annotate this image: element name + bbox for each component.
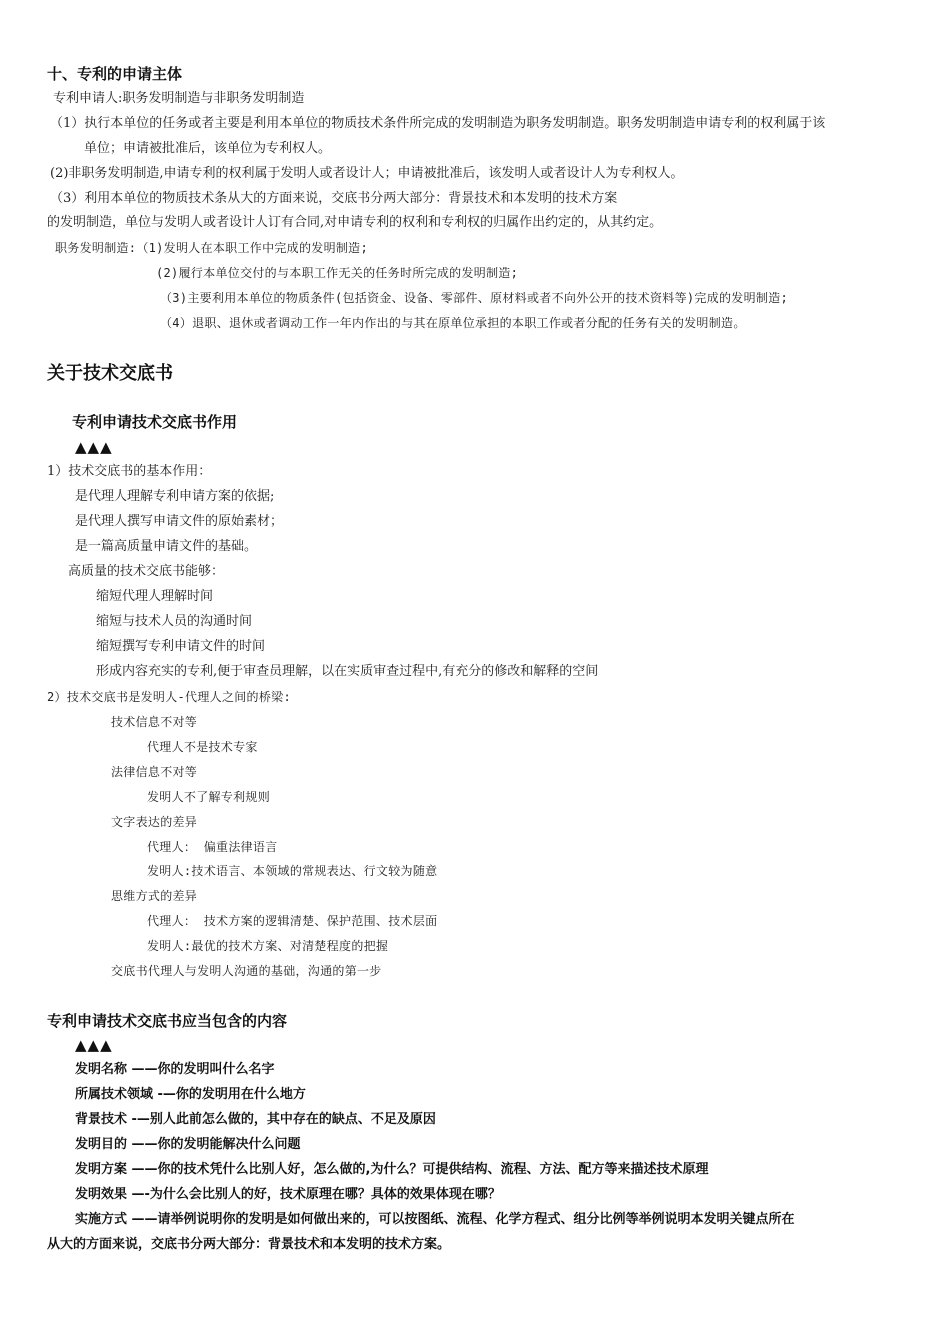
list-item: 发明人:最优的技术方案、对清楚程度的把握: [147, 939, 389, 953]
list-item: 代理人： 技术方案的逻辑清楚、保护范围、技术层面: [147, 914, 438, 928]
content-line: 背景技术 -—别人此前怎么做的，其中存在的缺点、不足及原因: [75, 1112, 436, 1127]
list-item: 代理人： 偏重法律语言: [147, 840, 278, 854]
content-line: 实施方式 ——请举例说明你的发明是如何做出来的，可以按图纸、流程、化学方程式、组分比例等举例说明本发明关键点所在: [75, 1212, 795, 1227]
list-item: （4）退职、退休或者调动工作一年内作出的与其在原单位承担的本职工作或者分配的任务有关的发明制造。: [160, 316, 746, 330]
list-item: 发明人不了解专利规则: [147, 790, 271, 804]
list-item: 交底书代理人与发明人沟通的基础，沟通的第一步: [111, 964, 382, 978]
content-line: 发明名称 ——你的发明叫什么名字: [75, 1062, 275, 1077]
section-subtitle: 专利申请人:职务发明制造与非职务发明制造: [53, 91, 305, 106]
list-item: 发明人:技术语言、本领域的常规表达、行文较为随意: [147, 864, 438, 878]
list-item: 2）技术交底书是发明人-代理人之间的桥梁:: [47, 690, 291, 704]
paragraph-2: (2)非职务发明制造,申请专利的权利属于发明人或者设计人；申请被批准后，该发明人或者设计人为专利权人。: [50, 166, 684, 181]
paragraph-1a: （1）执行本单位的任务或者主要是利用本单位的物质技术条件所完成的发明制造为职务发明制造。职务发明制造申请专利的权利属于该: [50, 116, 826, 131]
list-item: 代理人不是技术专家: [147, 740, 258, 754]
section-title: 十、专利的申请主体: [47, 65, 183, 83]
list-item: 思维方式的差异: [111, 889, 198, 903]
content-line: 发明方案 ——你的技术凭什么比别人好，怎么做的,为什么？可提供结构、流程、方法、配方等来描述技术原理: [75, 1162, 709, 1177]
list-item: 缩短撰写专利申请文件的时间: [96, 639, 266, 654]
content-line: 发明目的 ——你的发明能解决什么问题: [75, 1137, 301, 1152]
list-item: 形成内容充实的专利,便于审查员理解，以在实质审查过程中,有充分的修改和解释的空间: [96, 664, 599, 679]
list-item: 技术信息不对等: [111, 715, 198, 729]
closing-line: 从大的方面来说，交底书分两大部分：背景技术和本发明的技术方案。: [47, 1237, 451, 1252]
list-item: 1）技术交底书的基本作用：: [47, 464, 212, 479]
list-item: 职务发明制造:（1)发明人在本职工作中完成的发明制造;: [55, 241, 369, 255]
list-item: 是一篇高质量申请文件的基础。: [75, 539, 258, 554]
paragraph-4: 的发明制造，单位与发明人或者设计人订有合同,对申请专利的权利和专利权的归属作出约定的，从其约定。: [47, 215, 663, 230]
triangle-markers: ▲▲▲: [75, 1036, 113, 1054]
page-heading: 关于技术交底书: [47, 363, 173, 384]
triangle-markers: ▲▲▲: [75, 438, 113, 456]
content-line: 发明效果 —-为什么会比别人的好，技术原理在哪？具体的效果体现在哪？: [75, 1187, 501, 1202]
list-item: 是代理人理解专利申请方案的依据;: [75, 489, 275, 504]
content-line: 所属技术领域 -—你的发明用在什么地方: [75, 1087, 306, 1102]
list-item: 高质量的技术交底书能够：: [68, 564, 225, 579]
paragraph-3: （3）利用本单位的物质技术条从大的方面来说，交底书分两大部分：背景技术和本发明的技术方案: [50, 191, 618, 206]
list-item: 是代理人撰写申请文件的原始素材；: [75, 514, 284, 529]
list-item: (2)履行本单位交付的与本职工作无关的任务时所完成的发明制造;: [156, 266, 519, 280]
list-item: 缩短代理人理解时间: [96, 589, 214, 604]
section-title: 专利申请技术交底书应当包含的内容: [47, 1012, 288, 1030]
list-item: 缩短与技术人员的沟通时间: [96, 614, 253, 629]
list-item: 法律信息不对等: [111, 765, 198, 779]
paragraph-1b: 单位；申请被批准后，该单位为专利权人。: [84, 141, 332, 156]
sub-heading: 专利申请技术交底书作用: [72, 413, 238, 431]
list-item: （3)主要利用本单位的物质条件(包括资金、设备、零部件、原材料或者不向外公开的技术资料等)完成的发明制造;: [160, 291, 789, 305]
list-item: 文字表达的差异: [111, 815, 198, 829]
